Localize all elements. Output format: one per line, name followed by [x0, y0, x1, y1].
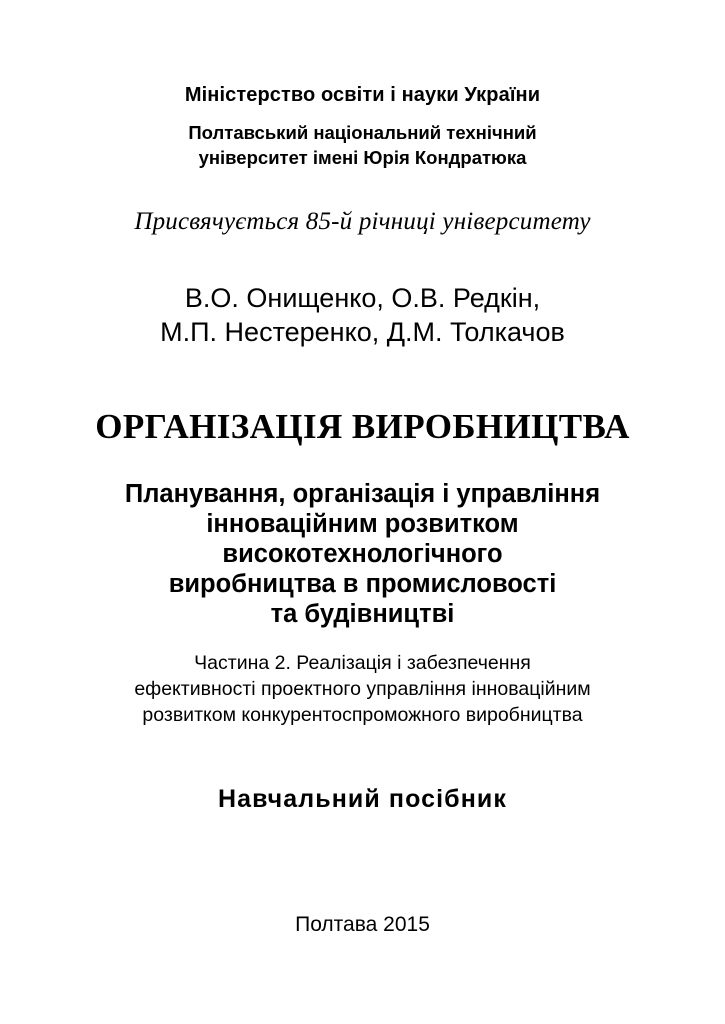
authors	[0, 281, 725, 349]
publication-type: Навчальний посібник	[217, 785, 508, 813]
part-description	[0, 650, 725, 728]
subtitle-line-2: інноваційним розвитком	[206, 510, 519, 538]
subtitle-line-1: Планування, організація і управління	[124, 480, 601, 508]
university-line-2: університет імені Юрія Кондратюка	[198, 147, 527, 168]
university-line-1: Полтавський національний технічний	[188, 122, 537, 143]
university-name	[0, 120, 725, 170]
imprint-city-year: Полтава 2015	[295, 913, 430, 936]
page-subtitle	[0, 479, 725, 629]
part-description-line-2: ефективності проектного управління інноваційним	[134, 678, 591, 700]
authors-line-1: В.О. Онищенко, О.В. Редкін,	[184, 283, 541, 313]
part-description-line-1: Частина 2. Реалізація і забезпечення	[194, 652, 531, 674]
subtitle-line-5: та будівництві	[270, 600, 455, 628]
ministry-line: Міністерство освіти і науки України	[184, 84, 541, 106]
authors-line-2: М.П. Нестеренко, Д.М. Толкачов	[160, 317, 565, 347]
dedication-line: Присвячується 85-й річниці університету	[134, 208, 591, 235]
part-description-line-3: розвитком конкурентоспроможного виробництва	[142, 704, 583, 726]
page-title: ОРГАНІЗАЦІЯ ВИРОБНИЦТВА	[95, 407, 630, 446]
subtitle-line-3: високотехнологічного	[222, 540, 503, 568]
subtitle-line-4: виробництва в промисловості	[168, 570, 557, 598]
